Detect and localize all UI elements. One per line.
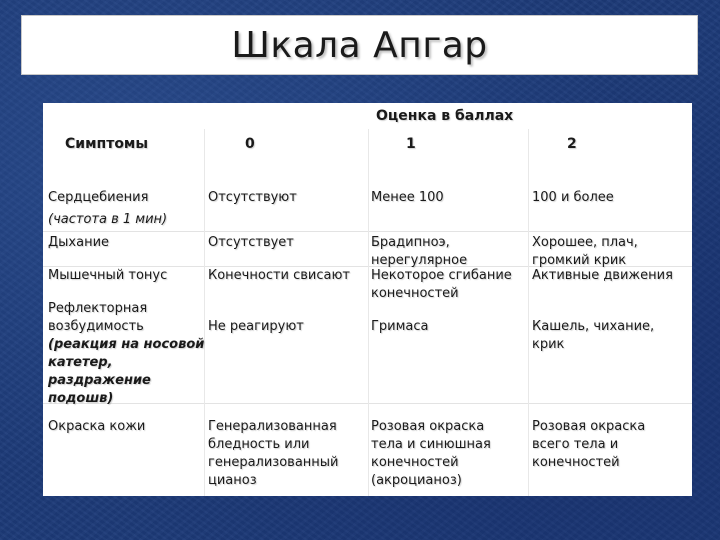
- score-0-header: 0: [245, 136, 255, 152]
- score-2-header: 2: [567, 136, 577, 152]
- apgar-table: [43, 103, 692, 496]
- cell-line: всего тела и: [532, 437, 619, 452]
- symptom-skin-color: Окраска кожи: [48, 419, 146, 434]
- score-1-header: 1: [406, 136, 416, 152]
- cell-score-0: Отсутствуют: [208, 190, 297, 205]
- cell-line: нерегулярное: [371, 253, 468, 268]
- cell-line: цианоз: [208, 473, 257, 488]
- cell-score-1: [371, 234, 467, 270]
- symptom-label: возбудимость: [48, 319, 144, 334]
- symptom-note: (реакция на носовой: [48, 337, 205, 352]
- cell-line: конечностей: [532, 455, 620, 470]
- cell-score-1: Менее 100: [371, 190, 444, 205]
- cell-line: крик: [532, 337, 565, 352]
- cell-line: громкий крик: [532, 253, 627, 268]
- cell-score-0: Конечности свисают: [208, 268, 351, 283]
- cell-score-2: [532, 418, 645, 472]
- symptom-breathing: Дыхание: [48, 235, 110, 250]
- cell-score-0: Не реагируют: [208, 319, 304, 334]
- cell-score-2: [532, 318, 654, 354]
- cell-score-0: Отсутствует: [208, 235, 294, 250]
- score-header: Оценка в баллах: [376, 108, 514, 124]
- slide-title-box: [21, 15, 698, 75]
- column-divider: [528, 129, 529, 496]
- symptom-label: Сердцебиения: [48, 190, 149, 205]
- slide-title: Шкала Апгар: [231, 24, 488, 66]
- cell-line: Розовая окраска: [371, 419, 485, 434]
- cell-line: Розовая окраска: [532, 419, 646, 434]
- cell-line: Некоторое сгибание: [371, 268, 512, 283]
- cell-score-2: 100 и более: [532, 190, 614, 205]
- cell-line: конечностей: [371, 286, 459, 301]
- cell-line: (акроцианоз): [371, 473, 462, 488]
- column-divider: [368, 129, 369, 496]
- cell-score-1: [371, 267, 512, 303]
- symptom-note: (частота в 1 мин): [48, 212, 168, 227]
- symptom-note: раздражение: [48, 373, 151, 388]
- cell-score-2: Активные движения: [532, 268, 673, 283]
- symptom-note: катетер,: [48, 355, 113, 370]
- cell-line: тела и синюшная: [371, 437, 491, 452]
- cell-line: Хорошее, плач,: [532, 235, 638, 250]
- symptom-heartbeat: [48, 189, 167, 229]
- cell-line: конечностей: [371, 455, 459, 470]
- cell-score-0: [208, 418, 339, 490]
- symptom-note: подошв): [48, 391, 114, 406]
- symptom-reflex: [48, 300, 204, 408]
- cell-line: бледность или: [208, 437, 310, 452]
- symptom-label: Рефлекторная: [48, 301, 148, 316]
- symptoms-header: Симптомы: [65, 136, 149, 152]
- symptom-muscle-tone: Мышечный тонус: [48, 268, 168, 283]
- cell-line: Брадипноэ,: [371, 235, 450, 250]
- cell-line: Генерализованная: [208, 419, 337, 434]
- cell-line: Кашель, чихание,: [532, 319, 655, 334]
- cell-score-2: [532, 234, 638, 270]
- cell-score-1: [371, 418, 491, 490]
- cell-line: генерализованный: [208, 455, 339, 470]
- cell-score-1: Гримаса: [371, 319, 429, 334]
